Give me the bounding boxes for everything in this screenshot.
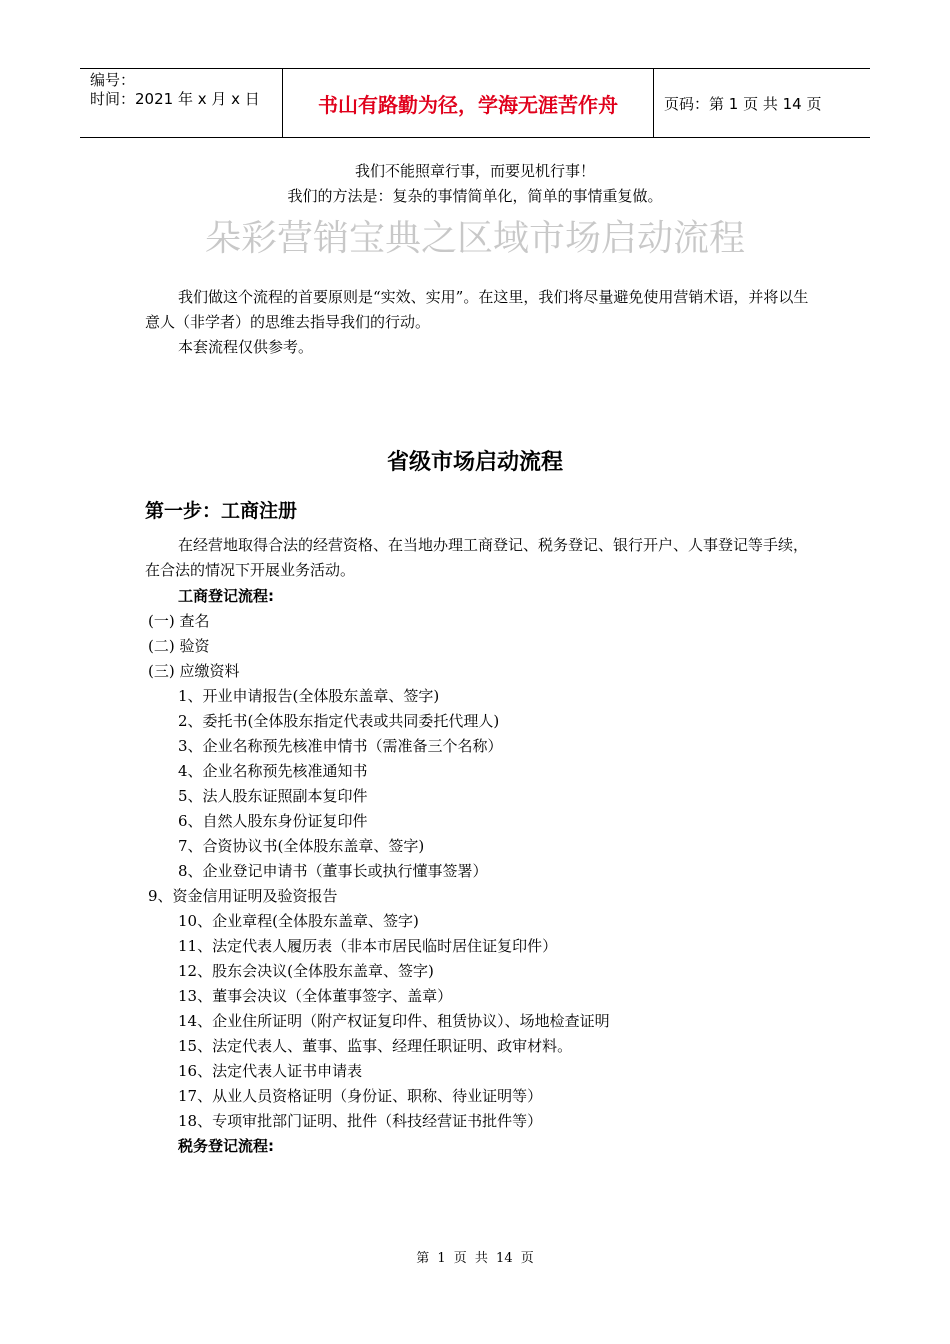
list-item: 2、委托书(全体股东指定代表或共同委托代理人) (178, 712, 500, 730)
intro-line-1: 我们不能照章行事，而要见机行事！ (354, 162, 595, 180)
list-item: 9、资金信用证明及验资报告 (148, 887, 338, 905)
list-item: 3、企业名称预先核准申情书（需准备三个名称） (178, 737, 503, 755)
step1-description: 在经营地取得合法的经营资格、在当地办理工商登记、税务登记、银行开户、人事登记等手续，在合法的情况下开展业务活动。 (145, 536, 809, 579)
list-item: 6、自然人股东身份证复印件 (178, 812, 368, 830)
list-item: 12、股东会决议(全体股东盖章、签字) (178, 962, 434, 980)
list-item: 10、企业章程(全体股东盖章、签字) (178, 912, 419, 930)
phase-item: (二) 验资 (148, 637, 210, 655)
section-title: 省级市场启动流程 (386, 450, 563, 475)
step1-title: 第一步：工商注册 (145, 500, 298, 522)
list-item: 11、法定代表人履历表（非本市居民临时居住证复印件） (178, 937, 558, 955)
intro-paragraph: 我们做这个流程的首要原则是“实效、实用”。在这里，我们将尽量避免使用营销术语，并将以生意人（非学者）的思维去指导我们的行动。 (145, 288, 809, 331)
list-item: 1、开业申请报告(全体股东盖章、签字) (178, 687, 440, 705)
phase-item: (一) 查名 (148, 612, 210, 630)
phase-item: (三) 应缴资料 (148, 662, 240, 680)
list-item: 18、专项审批部门证明、批件（科技经营证书批件等） (178, 1112, 543, 1130)
list-item: 5、法人股东证照副本复印件 (178, 787, 368, 805)
header-meta-cell (80, 69, 282, 137)
motto: 书山有路勤为径，学海无涯苦作舟 (282, 69, 654, 137)
intro-note: 本套流程仅供参考。 (178, 338, 314, 356)
list-item: 14、企业住所证明（附产权证复印件、租赁协议）、场地检查证明 (178, 1012, 610, 1030)
business-registration-heading: 工商登记流程: (178, 587, 274, 605)
time-label: 时间：2021 年 x 月 x 日 (90, 90, 260, 108)
page-label: 页码：第 1 页 共 14 页 (664, 94, 822, 113)
document-title: 朵彩营销宝典之区域市场启动流程 (204, 218, 745, 259)
tax-registration-heading: 税务登记流程: (178, 1137, 274, 1155)
list-item: 17、从业人员资格证明（身份证、职称、待业证明等） (178, 1087, 543, 1105)
list-item: 13、董事会决议（全体董事签字、盖章） (178, 987, 453, 1005)
list-item: 4、企业名称预先核准通知书 (178, 762, 368, 780)
list-item: 16、法定代表人证书申请表 (178, 1062, 363, 1080)
header-table (80, 68, 870, 138)
intro-line-2: 我们的方法是：复杂的事情简单化，简单的事情重复做。 (287, 187, 663, 205)
page-footer: 第 1 页 共 14 页 (416, 1251, 534, 1266)
number-label: 编号： (90, 71, 136, 89)
list-item: 15、法定代表人、董事、监事、经理任职证明、政审材料。 (178, 1037, 573, 1055)
list-item: 7、合资协议书(全体股东盖章、签字) (178, 837, 425, 855)
list-item: 8、企业登记申请书（董事长或执行懂事签署） (178, 862, 488, 880)
